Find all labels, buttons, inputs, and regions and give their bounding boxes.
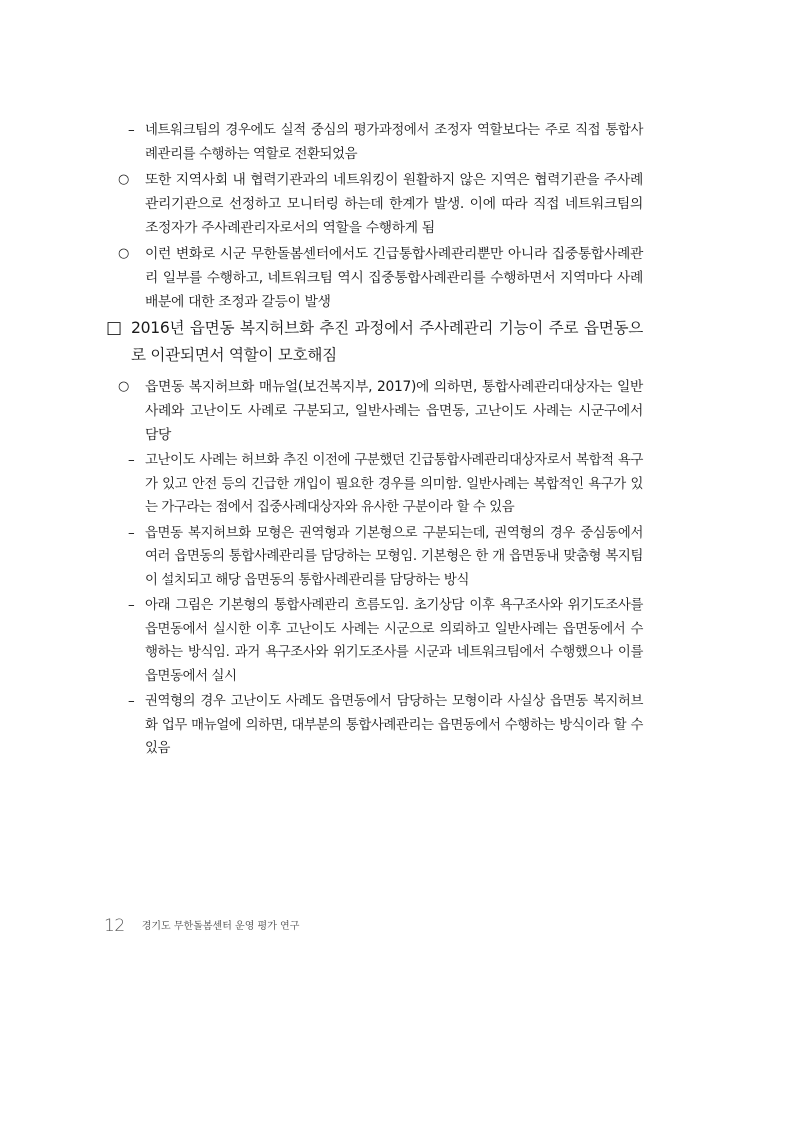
item-text: 고난이도 사례는 허브화 추진 이전에 구분했던 긴급통합사례관리대상자로서 복합적 욕구가 있고 안전 등의 긴급한 개입이 필요한 경우를 의미함. 일반사례는 복합적인 욕구가 있는 가구라는 점에서 집중사례대상자와 유사한 구분이라 할 수 있음 — [145, 453, 643, 515]
footer-title: 경기도 무한돌봄센터 운영 평가 연구 — [141, 921, 300, 932]
dash-item — [0, 594, 793, 688]
item-text: 권역형의 경우 고난이도 사례도 읍면동에서 담당하는 모형이라 사실상 읍면동 복지허브화 업무 매뉴얼에 의하면, 대부분의 통합사례관리는 읍면동에서 수행하는 방식이라 할 수 있음 — [145, 694, 643, 756]
document-body — [0, 119, 793, 761]
item-text: 이런 변화로 시군 무한돌봄센터에서도 긴급통합사례관리뿐만 아니라 집중통합사례관리 일부를 수행하고, 네트워크팀 역시 집중통합사례관리를 수행하면서 지역마다 사례배분에 대한 조정과 갈등이 발생 — [145, 246, 643, 310]
dash-bullet: – — [128, 123, 135, 138]
item-text: 네트워크팀의 경우에도 실적 중심의 평가과정에서 조정자 역할보다는 주로 직접 통합사례관리를 수행하는 역할로 전환되었음 — [145, 123, 643, 162]
dash-bullet: – — [128, 525, 135, 541]
circle-item — [0, 242, 793, 314]
section-heading-item — [0, 315, 793, 369]
dash-item — [0, 690, 793, 761]
dash-bullet: – — [128, 694, 135, 709]
page-number: 12 — [104, 916, 125, 936]
dash-bullet: – — [128, 598, 135, 613]
circle-item — [0, 168, 793, 240]
square-bullet: □ — [106, 318, 122, 338]
dash-item — [0, 449, 793, 520]
item-text: 또한 지역사회 내 협력기관과의 네트워킹이 원활하지 않은 지역은 협력기관을 주사례관리기관으로 선정하고 모니터링 하는데 한계가 발생. 이에 따라 직접 네트워크팀의 조정자가 주사례관리자로서의 역할을 수행하게 됨 — [145, 172, 643, 236]
circle-bullet: ○ — [118, 246, 130, 261]
circle-bullet: ○ — [118, 379, 130, 394]
item-text: 읍면동 복지허브화 매뉴얼(보건복지부, 2017)에 의하면, 통합사례관리대상자는 일반사례와 고난이도 사례로 구분되고, 일반사례는 읍면동, 고난이도 사례는 시군구에서 담당 — [145, 379, 643, 443]
item-text: 2016년 읍면동 복지허브화 추진 과정에서 주사례관리 기능이 주로 읍면동으로 이관되면서 역할이 모호해짐 — [131, 319, 643, 364]
item-text: 읍면동 복지허브화 모형은 권역형과 기본형으로 구분되는데, 권역형의 경우 중심동에서 여러 읍면동의 통합사례관리를 담당하는 모형임. 기본형은 한 개 읍면동내 맞춤형 복지팀이 설치되고 해당 읍면동의 통합사례관리를 담당하는 방식 — [145, 525, 643, 588]
dash-item — [0, 522, 793, 593]
circle-bullet: ○ — [118, 172, 130, 187]
circle-item — [0, 375, 793, 447]
item-text: 아래 그림은 기본형의 통합사례관리 흐름도임. 초기상담 이후 욕구조사와 위기도조사를 읍면동에서 실시한 이후 고난이도 사례는 시군으로 의뢰하고 일반사례는 읍면동에서 수행하는 방식임. 과거 욕구조사와 위기도조사를 시군과 네트워크팀에서 수행했으나 이를 읍면동에서 실시 — [145, 598, 643, 684]
page-footer — [104, 916, 299, 936]
dash-item — [0, 119, 793, 166]
dash-bullet: – — [128, 453, 135, 468]
